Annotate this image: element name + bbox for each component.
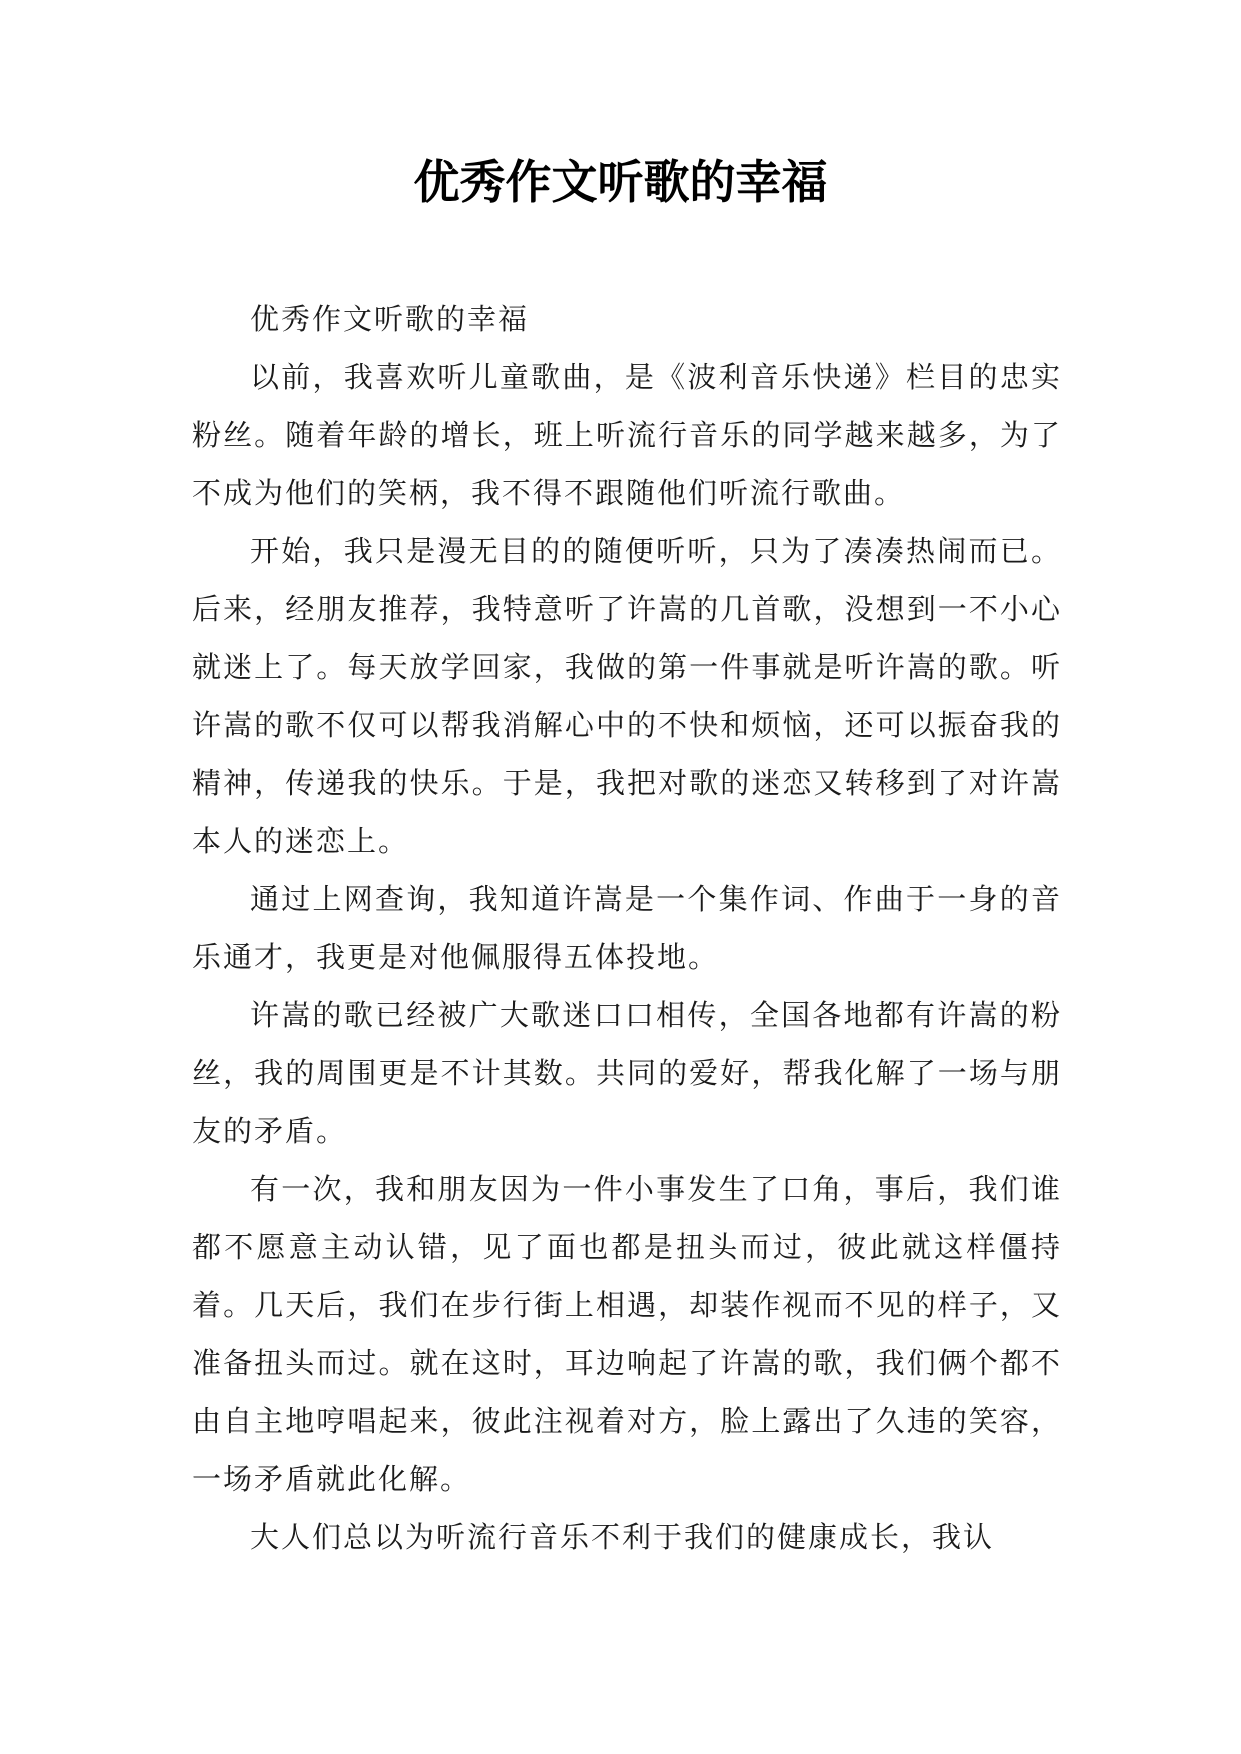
paragraph: 以前，我喜欢听儿童歌曲，是《波利音乐快递》栏目的忠实粉丝。随着年龄的增长，班上听流行音乐的同学越来越多，为了不成为他们的笑柄，我不得不跟随他们听流行歌曲。 <box>192 360 1062 510</box>
paragraph: 有一次，我和朋友因为一件小事发生了口角，事后，我们谁都不愿意主动认错，见了面也都是扭头而过，彼此就这样僵持着。几天后，我们在步行街上相遇，却装作视而不见的样子，又准备扭头而过。就在这时，耳边响起了许嵩的歌，我们俩个都不由自主地哼唱起来，彼此注视着对方，脸上露出了久违的笑容，一场矛盾就此化解。 <box>192 1172 1062 1496</box>
document-body <box>192 290 1062 1566</box>
paragraph: 许嵩的歌已经被广大歌迷口口相传，全国各地都有许嵩的粉丝，我的周围更是不计其数。共同的爱好，帮我化解了一场与朋友的矛盾。 <box>192 998 1062 1148</box>
document-title: 优秀作文听歌的幸福 <box>413 155 828 209</box>
paragraph-subtitle: 优秀作文听歌的幸福 <box>250 302 530 336</box>
paragraph: 大人们总以为听流行音乐不利于我们的健康成长，我认 <box>250 1520 995 1554</box>
paragraph: 通过上网查询，我知道许嵩是一个集作词、作曲于一身的音乐通才，我更是对他佩服得五体投地。 <box>192 882 1062 974</box>
paragraph: 开始，我只是漫无目的的随便听听，只为了凑凑热闹而已。后来，经朋友推荐，我特意听了许嵩的几首歌，没想到一不小心就迷上了。每天放学回家，我做的第一件事就是听许嵩的歌。听许嵩的歌不仅可以帮我消解心中的不快和烦恼，还可以振奋我的精神，传递我的快乐。于是，我把对歌的迷恋又转移到了对许嵩本人的迷恋上。 <box>192 534 1062 858</box>
